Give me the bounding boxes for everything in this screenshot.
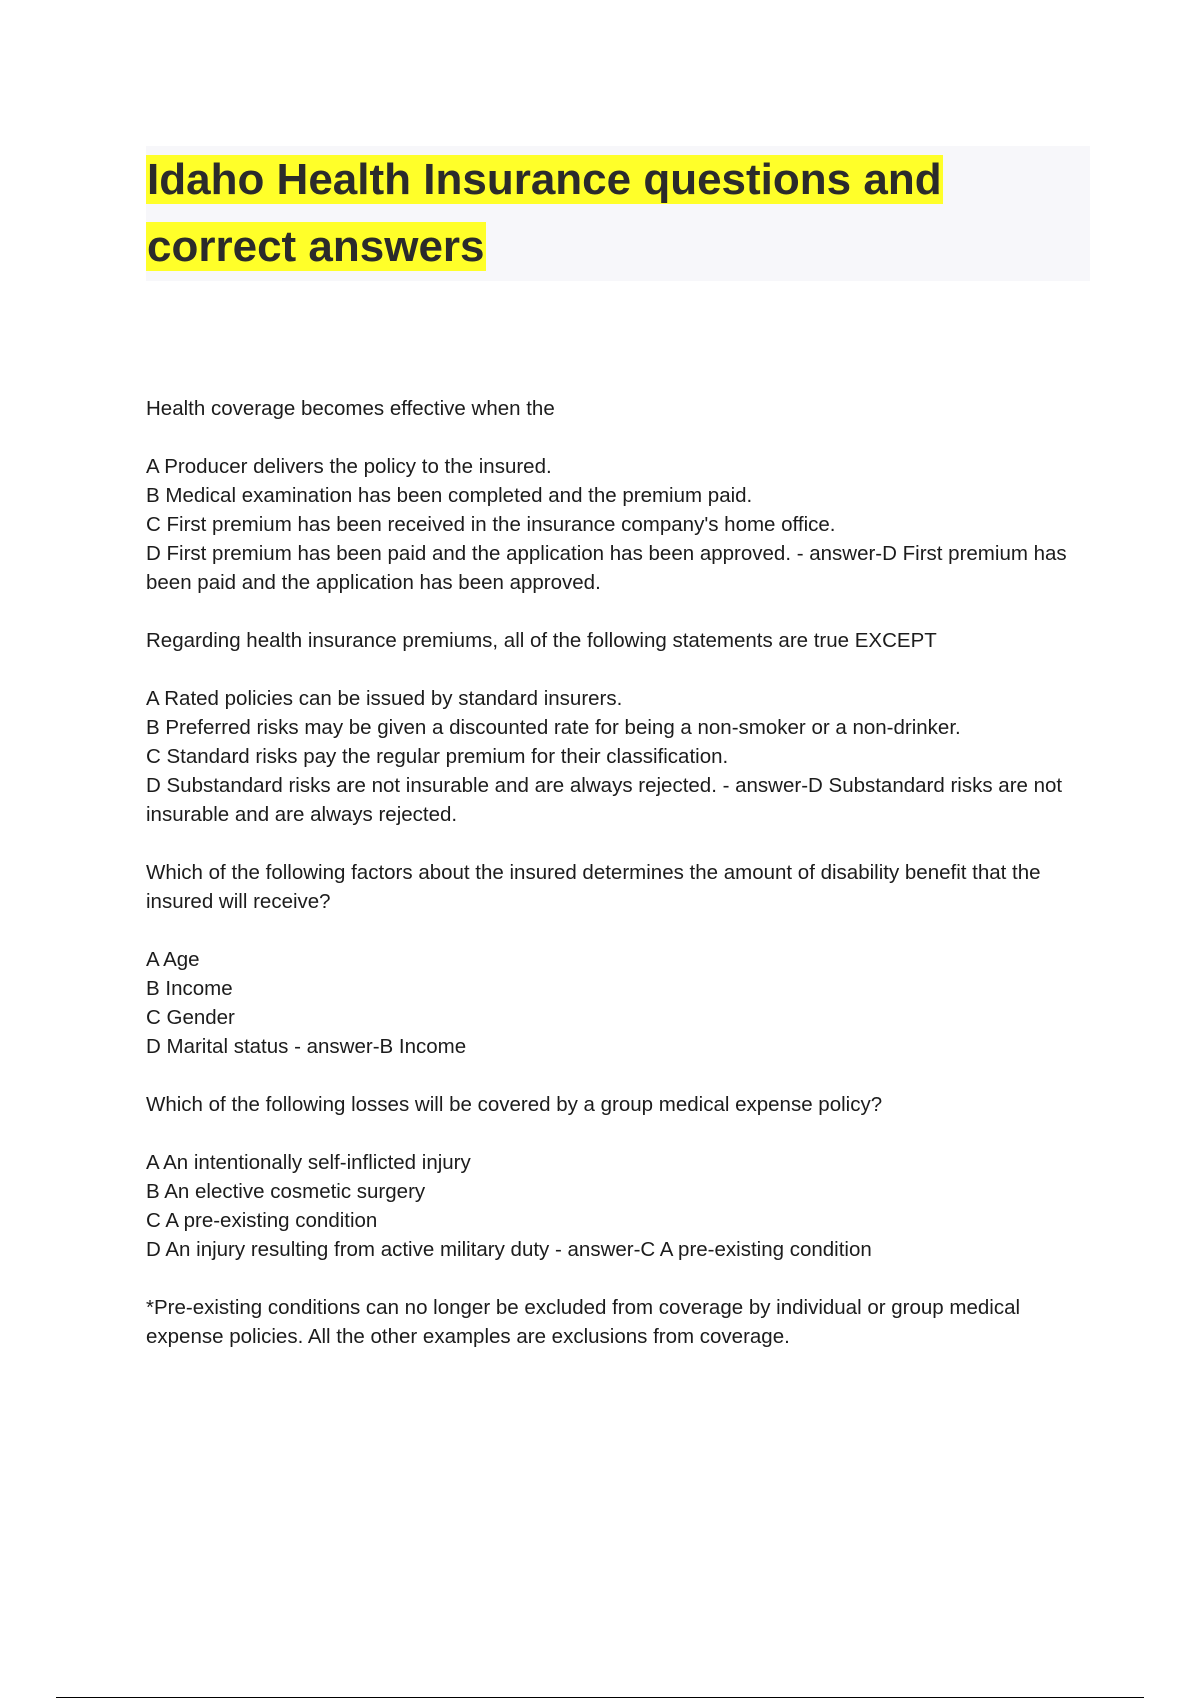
answer-option-with-answer: D Substandard risks are not insurable and are always rejected. - answer-D Substandard risks are not insurable and are always rejected. — [146, 774, 1063, 826]
question-block-4 — [146, 1090, 1096, 1264]
page-title — [146, 146, 1090, 280]
question-prompt: Which of the following losses will be covered by a group medical expense policy? — [146, 1093, 883, 1116]
explanation-note: *Pre-existing conditions can no longer be excluded from coverage by individual or group medical expense policies. All the other examples are exclusions from coverage. — [146, 1296, 1021, 1348]
answer-option: C First premium has been received in the insurance company's home office. — [146, 513, 836, 536]
footer-divider — [56, 1697, 1144, 1698]
page-title-text: Idaho Health Insurance questions and correct answers — [147, 155, 942, 271]
answer-option: B Medical examination has been completed and the premium paid. — [146, 484, 753, 507]
answer-option: B Income — [146, 977, 233, 1000]
answer-option-with-answer: D First premium has been paid and the application has been approved. - answer-D First premium has been paid and the application has been approved. — [146, 542, 1067, 594]
answer-option: B An elective cosmetic surgery — [146, 1180, 426, 1203]
question-block-2 — [146, 626, 1096, 829]
question-prompt: Regarding health insurance premiums, all of the following statements are true EXCEPT — [146, 629, 937, 652]
answer-option: A Rated policies can be issued by standard insurers. — [146, 687, 623, 710]
question-prompt: Which of the following factors about the insured determines the amount of disability benefit that the insured will receive? — [146, 861, 1041, 913]
answer-option-with-answer: D Marital status - answer-B Income — [146, 1035, 467, 1058]
question-block-3 — [146, 858, 1096, 1061]
answer-option-with-answer: D An injury resulting from active military duty - answer-C A pre-existing condition — [146, 1238, 872, 1261]
answer-option: A Producer delivers the policy to the insured. — [146, 455, 552, 478]
answer-option: C A pre-existing condition — [146, 1209, 378, 1232]
document-body — [146, 394, 1096, 1351]
answer-option: C Standard risks pay the regular premium for their classification. — [146, 745, 729, 768]
title-block — [146, 146, 1090, 281]
answer-option: B Preferred risks may be given a discounted rate for being a non-smoker or a non-drinker. — [146, 716, 961, 739]
question-block-1 — [146, 394, 1096, 597]
answer-option: A An intentionally self-inflicted injury — [146, 1151, 471, 1174]
question-prompt: Health coverage becomes effective when the — [146, 397, 555, 420]
answer-option: C Gender — [146, 1006, 235, 1029]
answer-option: A Age — [146, 948, 200, 971]
